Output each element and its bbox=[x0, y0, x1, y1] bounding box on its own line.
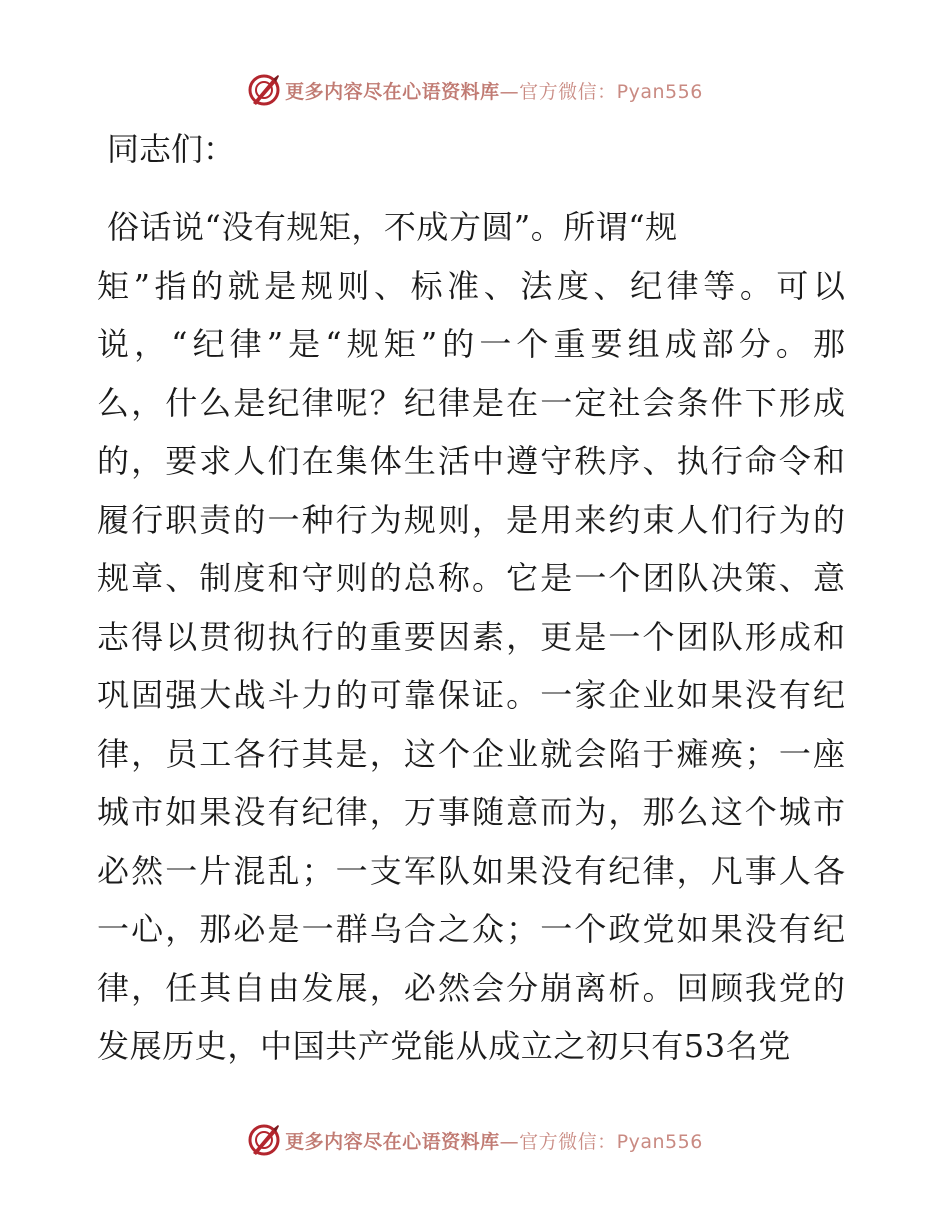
text-line: 发展历史，中国共产党能从成立之初只有53名党 bbox=[97, 1027, 791, 1065]
text-line: 律，任其自由发展，必然会分崩离析。回顾我党的 bbox=[97, 968, 845, 1007]
footer-banner-content bbox=[247, 1123, 703, 1157]
header-banner-content bbox=[247, 73, 703, 107]
pen-circle-logo-icon bbox=[247, 1123, 281, 1157]
header-banner-dash: — bbox=[499, 80, 520, 103]
header-banner-title: 更多内容尽在心语资料库 bbox=[285, 80, 500, 103]
footer-banner bbox=[0, 1120, 950, 1160]
text-line: 城市如果没有纪律，万事随意而为，那么这个城市 bbox=[97, 793, 845, 831]
footer-banner-dash: — bbox=[499, 1130, 520, 1153]
paragraph bbox=[97, 198, 857, 1076]
text-line: 巩固强大战斗力的可靠保证。一家企业如果没有纪 bbox=[97, 676, 845, 714]
text-line: 履行职责的一种行为规则，是用来约束人们行为的 bbox=[97, 500, 845, 539]
salutation: 同志们： bbox=[107, 130, 236, 168]
header-banner bbox=[0, 70, 950, 110]
footer-banner-text bbox=[285, 1127, 703, 1154]
text-line: 么，什么是纪律呢？纪律是在一定社会条件下形成 bbox=[97, 383, 845, 422]
text-line: 必然一片混乱；一支军队如果没有纪律，凡事人各 bbox=[97, 851, 845, 890]
header-banner-wechat: 官方微信：Pyan556 bbox=[519, 80, 703, 103]
footer-banner-title: 更多内容尽在心语资料库 bbox=[285, 1130, 500, 1153]
footer-banner-wechat: 官方微信：Pyan556 bbox=[519, 1130, 703, 1153]
text-line: 的，要求人们在集体生活中遵守秩序、执行命令和 bbox=[97, 442, 845, 480]
text-line: 俗话说“没有规矩，不成方圆”。所谓“规 bbox=[107, 208, 678, 246]
text-line: 律，员工各行其是，这个企业就会陷于瘫痪；一座 bbox=[97, 734, 845, 773]
header-banner-text bbox=[285, 77, 703, 104]
text-line: 一心，那必是一群乌合之众；一个政党如果没有纪 bbox=[97, 910, 845, 948]
text-line: 规章、制度和守则的总称。它是一个团队决策、意 bbox=[97, 559, 845, 597]
pen-circle-logo-icon bbox=[247, 73, 281, 107]
document-body bbox=[97, 120, 857, 1076]
text-line: 志得以贯彻执行的重要因素，更是一个团队形成和 bbox=[97, 617, 845, 656]
text-line: 矩”指的就是规则、标准、法度、纪律等。可以 bbox=[97, 266, 845, 305]
text-line: 说，“纪律”是“规矩”的一个重要组成部分。那 bbox=[97, 325, 845, 363]
